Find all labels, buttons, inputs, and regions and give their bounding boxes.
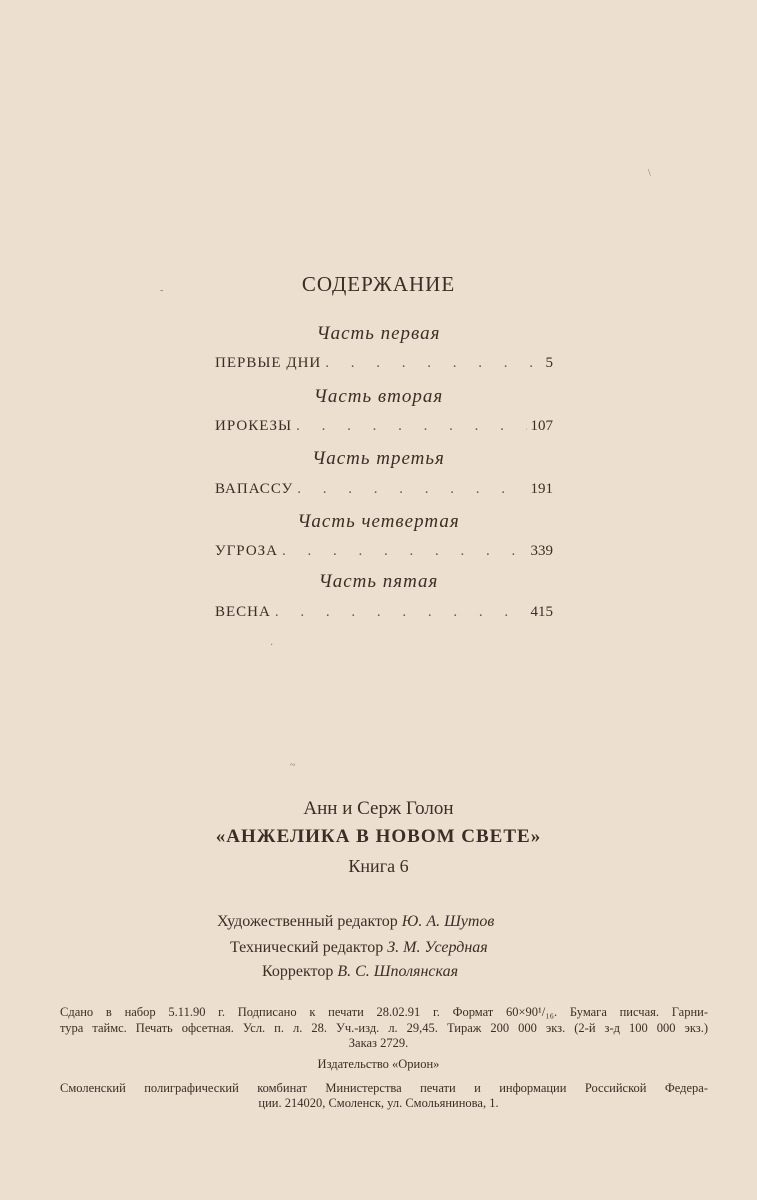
dot-leader [325, 355, 541, 372]
entry-page: 107 [530, 418, 553, 434]
entry-page: 415 [530, 604, 553, 620]
book-title: «АНЖЕЛИКА В НОВОМ СВЕТЕ» [215, 826, 542, 847]
credit-name: Ю. А. Шутов [401, 913, 495, 930]
entry-name: ВЕСНА [215, 604, 271, 620]
part-label: Часть четвертая [297, 511, 460, 532]
credit-role: Художественный редактор [217, 913, 398, 930]
paper-speck: · [270, 640, 274, 651]
entry-page: 191 [530, 481, 553, 497]
toc-entry [215, 481, 553, 503]
entry-name: ИРОКЕЗЫ [215, 418, 293, 434]
dot-leader [275, 604, 527, 621]
imprint-publisher: Издательство «Орион» [317, 1057, 440, 1071]
credit-line [230, 939, 488, 957]
book-authors: Анн и Серж Голон [303, 798, 454, 819]
entry-name: ВАПАССУ [215, 481, 294, 497]
entry-page: 339 [530, 543, 553, 559]
imprint-line: Сдано в набор 5.11.90 г. Подписано к печати 28.02.91 г. Формат 60×90¹/₁₆. Бумага писчая. Гарни- [60, 1005, 708, 1019]
credit-name: В. С. Шполянская [337, 963, 459, 980]
part-label: Часть третья [312, 448, 445, 469]
toc-title: СОДЕРЖАНИЕ [301, 272, 456, 296]
paper-speck: ~ [290, 760, 296, 771]
imprint-line: тура таймс. Печать офсетная. Усл. п. л. 28. Уч.-изд. л. 29,45. Тираж 200 000 экз. (2-й з-д 100 000 экз.) [60, 1021, 708, 1035]
paper-speck: \ [648, 168, 651, 179]
book-volume: Книга 6 [348, 856, 409, 876]
paper-speck: - [160, 285, 164, 296]
part-label: Часть пятая [318, 571, 439, 592]
toc-entry [215, 604, 553, 626]
credit-line [217, 913, 494, 931]
dot-leader [297, 481, 526, 498]
part-label: Часть первая [316, 323, 441, 344]
toc-entry [215, 543, 553, 565]
imprint-printer-address: ции. 214020, Смоленск, ул. Смольянинова, 1. [258, 1096, 499, 1110]
imprint-printer: Смоленский полиграфический комбинат Министерства печати и информации Российской Федера- [60, 1081, 708, 1095]
credit-role: Корректор [262, 963, 334, 980]
toc-entry [215, 355, 553, 377]
credit-role: Технический редактор [230, 939, 384, 956]
entry-name: ПЕРВЫЕ ДНИ [215, 355, 322, 371]
part-label: Часть вторая [313, 386, 444, 407]
toc-entry [215, 418, 553, 440]
imprint-order: Заказ 2729. [348, 1036, 409, 1050]
credit-line [262, 963, 458, 981]
dot-leader [296, 418, 526, 435]
credit-name: З. М. Усердная [387, 939, 488, 956]
entry-name: УГРОЗА [215, 543, 278, 559]
dot-leader [282, 543, 527, 560]
entry-page: 5 [545, 355, 553, 371]
